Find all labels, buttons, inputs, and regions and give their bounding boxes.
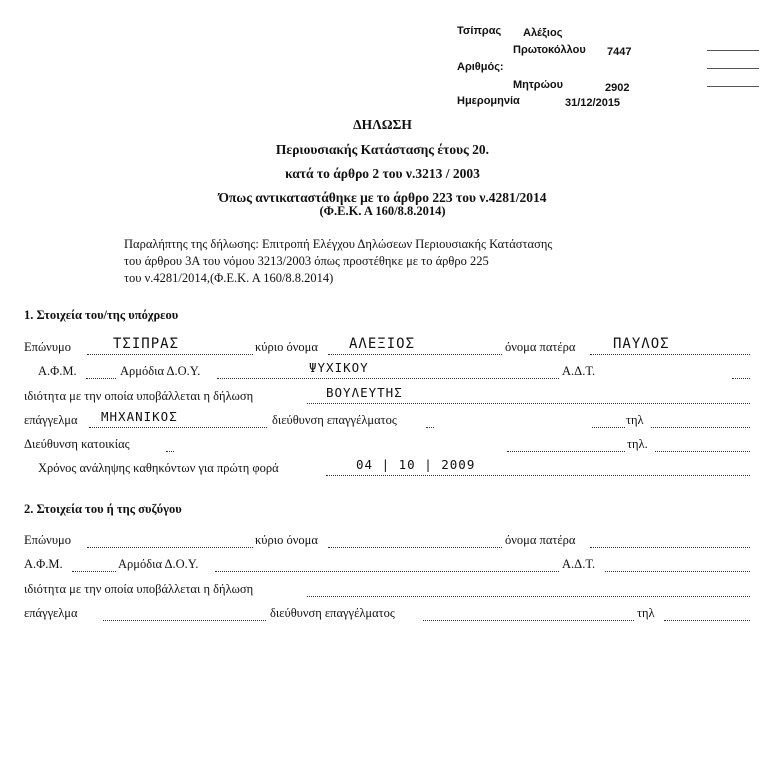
s1-surname-value: ΤΣΙΠΡΑΣ	[113, 336, 180, 352]
s1-capacity-label: ιδιότητα με την οποία υποβάλλεται η δήλωση	[24, 389, 254, 403]
header-rule	[707, 50, 759, 51]
s1-year-value: 04 | 10 | 2009	[356, 457, 476, 472]
s1-father-value: ΠΑΥΛΟΣ	[613, 336, 670, 352]
s1-tel-label: τηλ	[626, 413, 644, 427]
recipient-line-2: του άρθρου 3Α του νόμου 3213/2003 όπως προστέθηκε με το άρθρο 225	[124, 254, 489, 268]
s1-tel-prefix-line	[592, 427, 625, 428]
section-2-heading: 2. Στοιχεία του ή της συζύγου	[24, 502, 182, 516]
s1-afm-line	[86, 378, 116, 379]
s2-adt-label: Α.Δ.Τ.	[562, 557, 596, 571]
s1-firstname-label: κύριο όνομα	[255, 340, 318, 354]
date-label: Ημερομηνία	[457, 95, 520, 107]
s1-doy-value: ΨΥΧΙΚΟΥ	[309, 360, 369, 375]
s2-adt-line	[605, 571, 750, 572]
s1-firstname-value: ΑΛΕΞΙΟΣ	[349, 336, 416, 352]
s2-firstname-label: κύριο όνομα	[255, 533, 318, 547]
s2-workaddr-label: διεύθυνση επαγγέλματος	[270, 606, 395, 620]
header-rule	[707, 86, 759, 87]
protocol-value: 7447	[607, 46, 632, 58]
registry-value: 2902	[605, 82, 630, 94]
s1-adt-line	[732, 378, 750, 379]
s1-tel2-line	[655, 451, 750, 452]
s1-firstname-line	[328, 354, 502, 355]
s2-workaddr-line	[423, 620, 634, 621]
recipient-line-1: Παραλήπτης της δήλωσης: Επιτροπή Ελέγχου Δηλώσεων Περιουσιακής Κατάστασης	[124, 237, 553, 251]
s1-father-line	[590, 354, 750, 355]
s2-profession-line	[103, 620, 266, 621]
s1-home-line-2	[507, 451, 625, 452]
document-title: ΔΗΛΩΣΗ	[353, 117, 412, 132]
header-rule	[707, 68, 759, 69]
s1-adt-label: Α.Δ.Τ.	[562, 364, 596, 378]
s2-profession-label: επάγγελμα	[24, 606, 78, 620]
s1-tel2-label: τηλ.	[627, 437, 648, 451]
s2-afm-line	[72, 571, 116, 572]
number-label: Αριθμός:	[457, 61, 504, 73]
s2-firstname-line	[328, 547, 502, 548]
s1-doy-label: Αρμόδια Δ.Ο.Υ.	[120, 364, 201, 378]
s2-capacity-label: ιδιότητα με την οποία υποβάλλεται η δήλωση	[24, 582, 254, 596]
recipient-line-3: του ν.4281/2014,(Φ.Ε.Κ. Α 160/8.8.2014)	[124, 271, 334, 285]
s1-capacity-line	[307, 403, 750, 404]
s1-year-line	[326, 475, 750, 476]
s1-afm-label: Α.Φ.Μ.	[38, 364, 77, 378]
s1-workaddr-label: διεύθυνση επαγγέλματος	[272, 413, 397, 427]
s1-profession-line	[89, 427, 267, 428]
s2-tel-line	[664, 620, 750, 621]
header-surname: Τσίπρας	[457, 25, 502, 37]
s2-father-label: όνομα πατέρα	[505, 533, 576, 547]
s2-doy-line	[215, 571, 559, 572]
s2-tel-label: τηλ	[637, 606, 655, 620]
s1-workaddr-line	[426, 427, 434, 428]
s2-surname-label: Επώνυμο	[24, 533, 71, 547]
title-line-1: Περιουσιακής Κατάστασης έτους 20.	[275, 142, 490, 157]
s1-profession-value: ΜΗΧΑΝΙΚΟΣ	[101, 409, 178, 424]
s1-profession-label: επάγγελμα	[24, 413, 78, 427]
title-line-4: (Φ.Ε.Κ. Α 160/8.8.2014)	[319, 204, 446, 218]
s2-doy-label: Αρμόδια Δ.Ο.Υ.	[118, 557, 199, 571]
title-line-2: κατά το άρθρο 2 του ν.3213 / 2003	[285, 166, 480, 181]
section-1-heading: 1. Στοιχεία του/της υπόχρεου	[24, 308, 179, 322]
s1-father-label: όνομα πατέρα	[505, 340, 576, 354]
s1-surname-label: Επώνυμο	[24, 340, 71, 354]
s1-surname-line	[87, 354, 253, 355]
s1-year-label: Χρόνος ανάληψης καθηκόντων για πρώτη φορά	[38, 461, 279, 475]
header-first-name: Αλέξιος	[523, 27, 563, 39]
s1-tel-line	[651, 427, 750, 428]
s2-capacity-line	[307, 596, 750, 597]
s2-father-line	[590, 547, 750, 548]
protocol-label: Πρωτοκόλλου	[513, 44, 586, 56]
date-value: 31/12/2015	[565, 97, 621, 109]
title-line-3: Όπως αντικαταστάθηκε με το άρθρο 223 του ν.4281/2014	[218, 190, 547, 205]
s1-doy-line	[217, 378, 559, 379]
s1-home-line	[166, 451, 174, 452]
s1-capacity-value: ΒΟΥΛΕΥΤΗΣ	[326, 385, 403, 400]
registry-label: Μητρώου	[513, 79, 564, 91]
s1-home-label: Διεύθυνση κατοικίας	[24, 437, 130, 451]
s2-surname-line	[87, 547, 253, 548]
s2-afm-label: Α.Φ.Μ.	[24, 557, 63, 571]
